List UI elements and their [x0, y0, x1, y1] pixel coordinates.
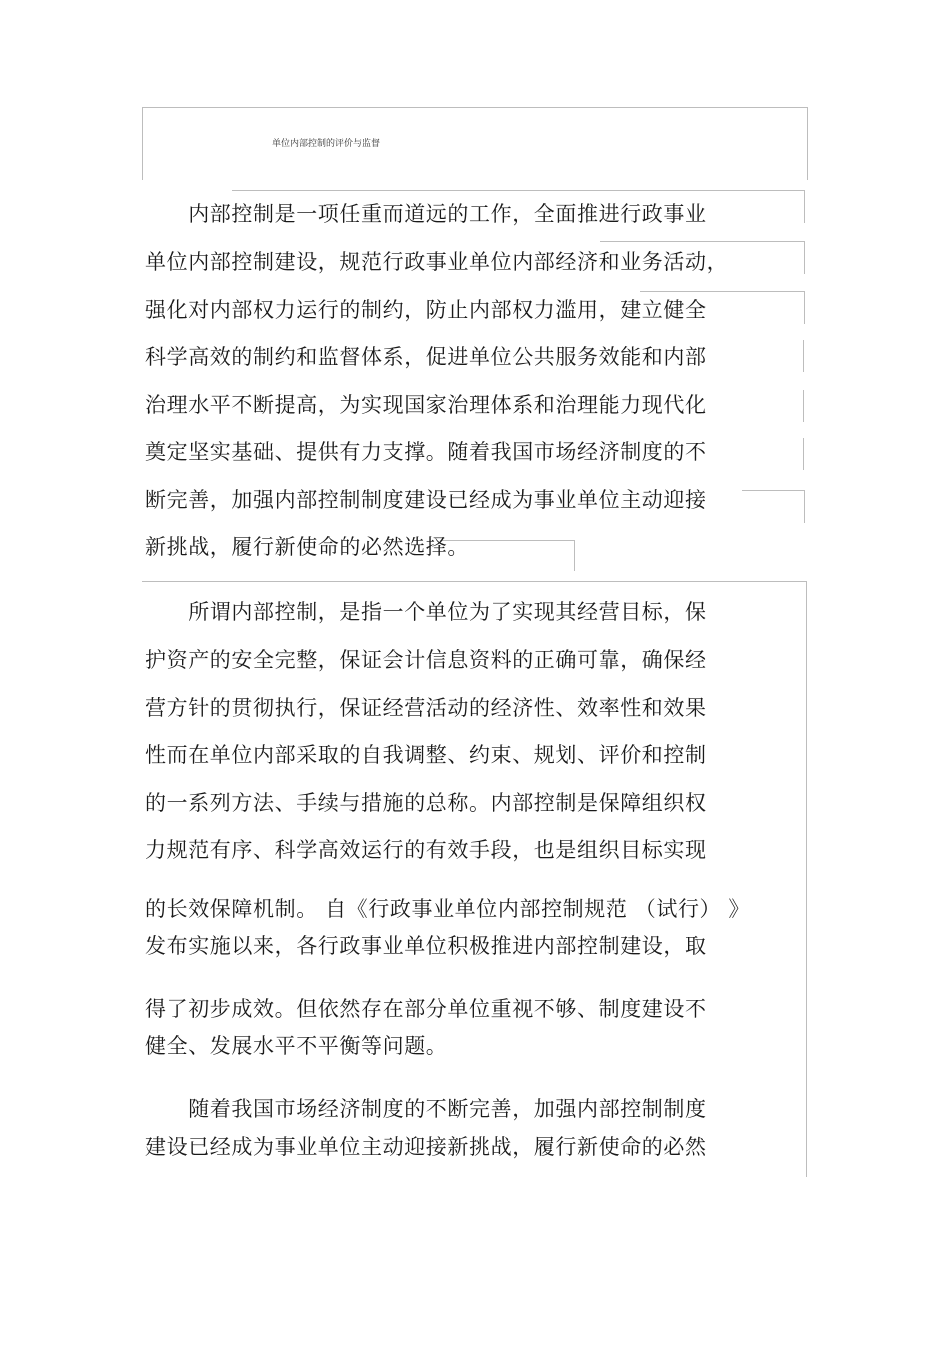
frame-line-6	[803, 438, 804, 470]
text-line: 建设已经成为事业单位主动迎接新挑战，履行新使命的必然	[145, 1135, 707, 1159]
text-line: 科学高效的制约和监督体系，促进单位公共服务效能和内部	[145, 345, 707, 369]
text-line: 奠定坚实基础、提供有力支撑。随着我国市场经济制度的不	[145, 440, 707, 464]
text-line: 营方针的贯彻执行，保证经营活动的经济性、效率性和效果	[145, 696, 707, 720]
text-line: 的一系列方法、手续与措施的总称。内部控制是保障组织权	[145, 791, 707, 815]
frame-line-4	[803, 340, 804, 372]
text-line: 健全、发展水平不平衡等问题。	[145, 1034, 448, 1058]
frame-line-5	[803, 390, 804, 422]
text-line: 内部控制是一项任重而道远的工作，全面推进行政事业	[145, 202, 707, 226]
text-line: 随着我国市场经济制度的不断完善，加强内部控制制度	[145, 1097, 707, 1121]
text-line: 断完善，加强内部控制制度建设已经成为事业单位主动迎接	[145, 488, 707, 512]
text-line: 所谓内部控制，是指一个单位为了实现其经营目标，保	[145, 600, 707, 624]
text-line: 护资产的安全完整，保证会计信息资料的正确可靠，确保经	[145, 648, 707, 672]
text-line: 强化对内部权力运行的制约，防止内部权力滥用，建立健全	[145, 298, 707, 322]
text-line: 新挑战，履行新使命的必然选择。	[145, 535, 469, 559]
text-line: 力规范有序、科学高效运行的有效手段，也是组织目标实现	[145, 838, 707, 862]
header-title: 单位内部控制的评价与监督	[272, 139, 381, 149]
text-line: 得了初步成效。但依然存在部分单位重视不够、制度建设不	[145, 997, 707, 1021]
text-line: 的长效保障机制。 自《行政事业单位内部控制规范 （试行） 》	[145, 897, 751, 921]
text-line: 发布实施以来，各行政事业单位积极推进内部控制建设，取	[145, 934, 707, 958]
frame-top-box	[142, 107, 808, 180]
text-line: 单位内部控制建设，规范行政事业单位内部经济和业务活动，	[145, 250, 729, 274]
text-line: 性而在单位内部采取的自我调整、约束、规划、评价和控制	[145, 743, 707, 767]
text-line: 治理水平不断提高，为实现国家治理体系和治理能力现代化	[145, 393, 707, 417]
frame-line-7	[742, 490, 805, 523]
